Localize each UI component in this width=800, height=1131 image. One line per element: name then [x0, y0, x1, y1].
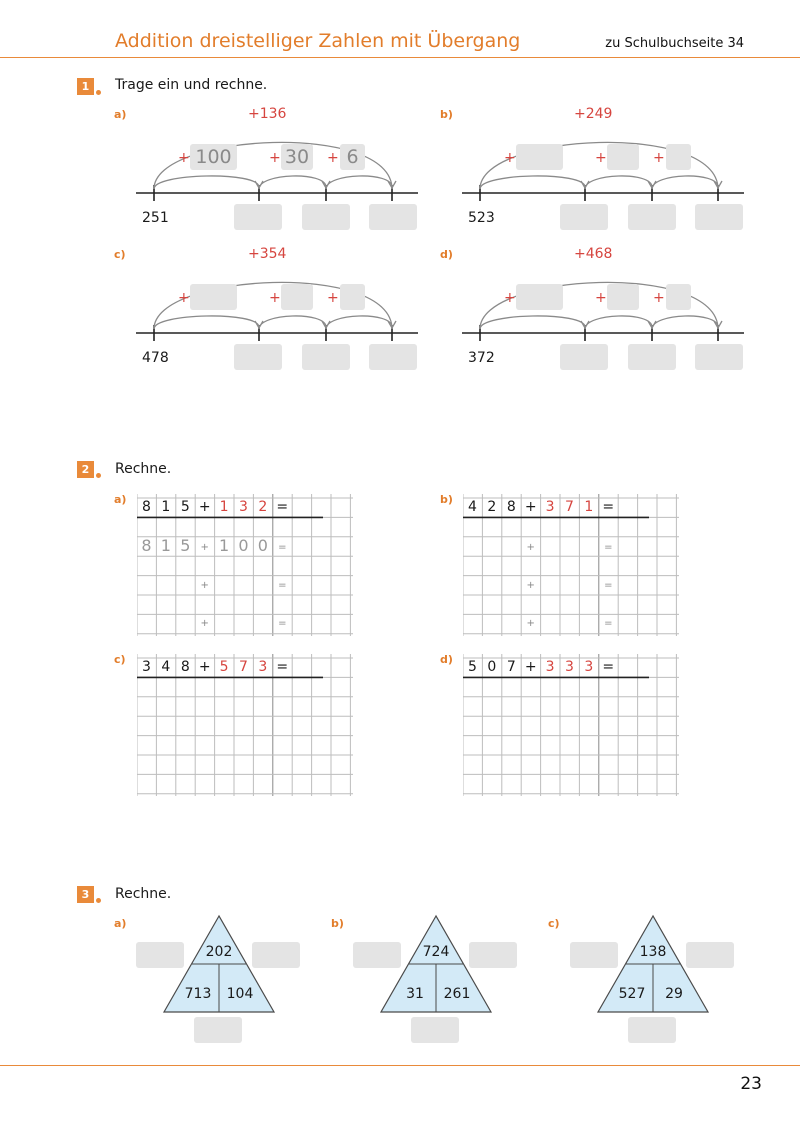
grid-cell: 7: [506, 659, 516, 675]
plus-sign: +: [504, 290, 516, 306]
grid-cell: 8: [142, 499, 151, 515]
jump-total: +354: [248, 246, 287, 262]
number-line-1a: [136, 106, 426, 246]
sum-input-bottom[interactable]: [411, 1017, 459, 1043]
number-line-1c: [136, 246, 426, 386]
plus-sign: +: [327, 150, 339, 166]
equals-sign: =: [604, 542, 613, 553]
sum-input-right[interactable]: [469, 942, 517, 968]
result-input-box[interactable]: [560, 204, 608, 230]
task-3a-label: a): [114, 917, 127, 930]
plus-sign: +: [595, 150, 607, 166]
grid-cell: 3: [239, 499, 248, 515]
grid-lines: [137, 654, 353, 796]
grid-cell: +: [524, 659, 537, 675]
step-input-box[interactable]: [190, 284, 237, 310]
grid-cell: 5: [468, 659, 477, 675]
footer-rule: [0, 1065, 800, 1066]
result-input-box[interactable]: [234, 204, 282, 230]
sum-input-right[interactable]: [252, 942, 300, 968]
result-input-box[interactable]: [695, 204, 743, 230]
step-input-box[interactable]: [666, 144, 691, 170]
plus-sign: +: [504, 150, 516, 166]
task-1d-label: d): [440, 248, 453, 261]
task-3-instruction: Rechne.: [115, 886, 172, 902]
step-input-box[interactable]: [340, 284, 365, 310]
grid-cell: 2: [258, 499, 268, 515]
grid-example-cell: 8: [141, 536, 152, 555]
sum-input-bottom[interactable]: [628, 1017, 676, 1043]
grid-cell: =: [276, 659, 289, 675]
step-input-box[interactable]: [516, 144, 563, 170]
triangle-left-number: 527: [618, 986, 646, 1002]
step-input-box[interactable]: [340, 144, 365, 170]
result-input-box[interactable]: [234, 344, 282, 370]
task-number-2: 2: [77, 461, 94, 478]
calc-grid-2a[interactable]: [137, 494, 353, 636]
number-line-1d: [462, 246, 752, 386]
result-input-box[interactable]: [302, 344, 350, 370]
triangle-right-number: 104: [226, 986, 254, 1002]
result-input-box[interactable]: [628, 204, 676, 230]
grid-cell: 8: [180, 659, 190, 675]
grid-lines: [137, 494, 353, 636]
sum-input-left[interactable]: [136, 942, 184, 968]
grid-cell: 7: [239, 659, 248, 675]
task-number-dot: [96, 898, 101, 903]
sum-input-left[interactable]: [353, 942, 401, 968]
number-triangle-3c: [564, 914, 744, 1044]
task-number-1: 1: [77, 78, 94, 95]
step-input-box[interactable]: [190, 144, 237, 170]
step-input-box[interactable]: [666, 284, 691, 310]
task-2d-label: d): [440, 653, 453, 666]
step-input-box[interactable]: [607, 284, 639, 310]
grid-cell: +: [524, 499, 537, 515]
task-number-dot: [96, 90, 101, 95]
start-number: 523: [468, 210, 495, 226]
grid-cell: 1: [584, 499, 594, 515]
result-input-box[interactable]: [628, 344, 676, 370]
grid-example-cell: =: [278, 542, 287, 553]
calc-grid-2d[interactable]: [463, 654, 679, 796]
step-input-box[interactable]: [281, 144, 313, 170]
triangle-left-number: 31: [406, 986, 424, 1002]
grid-cell: 3: [258, 659, 268, 675]
triangle-right-number: 29: [665, 986, 683, 1002]
grid-cell: 5: [180, 499, 190, 515]
page-title: Addition dreistelliger Zahlen mit Übergang: [115, 30, 521, 52]
sum-input-bottom[interactable]: [194, 1017, 242, 1043]
grid-cell: 3: [545, 499, 555, 515]
triangle-left-number: 713: [184, 986, 212, 1002]
jump-total: +468: [574, 246, 613, 262]
start-number: 478: [142, 350, 169, 366]
grid-cell: =: [602, 499, 615, 515]
step-input-box[interactable]: [607, 144, 639, 170]
plus-sign: +: [526, 542, 535, 553]
task-1b-label: b): [440, 108, 453, 121]
grid-example-cell: 0: [238, 536, 249, 555]
plus-sign: +: [327, 290, 339, 306]
step-input-box[interactable]: [516, 284, 563, 310]
result-input-box[interactable]: [369, 204, 417, 230]
grid-cell: 3: [545, 659, 555, 675]
grid-cell: 3: [565, 659, 574, 675]
task-3b-label: b): [331, 917, 344, 930]
jump-total: +249: [574, 106, 613, 122]
calc-grid-2c[interactable]: [137, 654, 353, 796]
grid-example-cell: 5: [180, 536, 191, 555]
grid-cell: 4: [468, 499, 477, 515]
task-1a-label: a): [114, 108, 127, 121]
triangle-top-number: 724: [422, 944, 450, 960]
task-2a-label: a): [114, 493, 127, 506]
plus-sign: +: [653, 150, 665, 166]
result-input-box[interactable]: [302, 204, 350, 230]
task-2c-label: c): [114, 653, 126, 666]
number-triangle-3a: [130, 914, 310, 1044]
grid-cell: 3: [584, 659, 594, 675]
equals-sign: =: [604, 618, 613, 629]
grid-lines: [463, 654, 679, 796]
grid-cell: =: [276, 499, 289, 515]
plus-sign: +: [178, 290, 190, 306]
triangle-top-number: 202: [205, 944, 233, 960]
grid-cell: 2: [487, 499, 497, 515]
equals-sign: =: [278, 580, 287, 591]
task-number-3: 3: [77, 886, 94, 903]
triangle-right-number: 261: [443, 986, 471, 1002]
grid-cell: +: [198, 499, 211, 515]
start-number: 251: [142, 210, 169, 226]
page-header: [0, 0, 800, 58]
step-value: 100: [195, 146, 232, 168]
plus-sign: +: [178, 150, 190, 166]
step-value: 6: [346, 146, 359, 168]
jump-total: +136: [248, 106, 287, 122]
plus-sign: +: [200, 618, 209, 629]
plus-sign: +: [595, 290, 607, 306]
grid-lines: [463, 494, 679, 636]
grid-cell: +: [198, 659, 211, 675]
grid-cell: 4: [161, 659, 171, 675]
grid-cell: 0: [487, 659, 497, 675]
sum-input-left[interactable]: [570, 942, 618, 968]
equals-sign: =: [604, 580, 613, 591]
number-triangle-3b: [347, 914, 527, 1044]
task-2-instruction: Rechne.: [115, 461, 172, 477]
plus-sign: +: [200, 580, 209, 591]
grid-cell: 7: [565, 499, 574, 515]
task-1-instruction: Trage ein und rechne.: [115, 77, 268, 93]
grid-example-cell: 0: [257, 536, 268, 555]
task-number-dot: [96, 473, 101, 478]
grid-cell: 8: [506, 499, 516, 515]
triangle-top-number: 138: [639, 944, 667, 960]
equals-sign: =: [278, 618, 287, 629]
result-input-box[interactable]: [369, 344, 417, 370]
grid-example-cell: +: [200, 542, 209, 553]
step-input-box[interactable]: [281, 284, 313, 310]
plus-sign: +: [269, 290, 281, 306]
task-2b-label: b): [440, 493, 453, 506]
task-3c-label: c): [548, 917, 560, 930]
result-input-box[interactable]: [695, 344, 743, 370]
textbook-reference: zu Schulbuchseite 34: [605, 36, 744, 51]
plus-sign: +: [653, 290, 665, 306]
calc-grid-2b[interactable]: [463, 494, 679, 636]
step-value: 30: [284, 146, 310, 168]
grid-cell: 1: [219, 499, 229, 515]
plus-sign: +: [526, 618, 535, 629]
grid-example-cell: 1: [219, 536, 230, 555]
page-number: 23: [740, 1074, 762, 1094]
plus-sign: +: [269, 150, 281, 166]
start-number: 372: [468, 350, 495, 366]
plus-sign: +: [526, 580, 535, 591]
result-input-box[interactable]: [560, 344, 608, 370]
sum-input-right[interactable]: [686, 942, 734, 968]
task-1c-label: c): [114, 248, 126, 261]
grid-cell: 3: [142, 659, 151, 675]
grid-example-cell: 1: [160, 536, 171, 555]
grid-cell: 1: [161, 499, 171, 515]
grid-cell: 5: [219, 659, 229, 675]
grid-cell: =: [602, 659, 615, 675]
number-line-1b: [462, 106, 752, 246]
